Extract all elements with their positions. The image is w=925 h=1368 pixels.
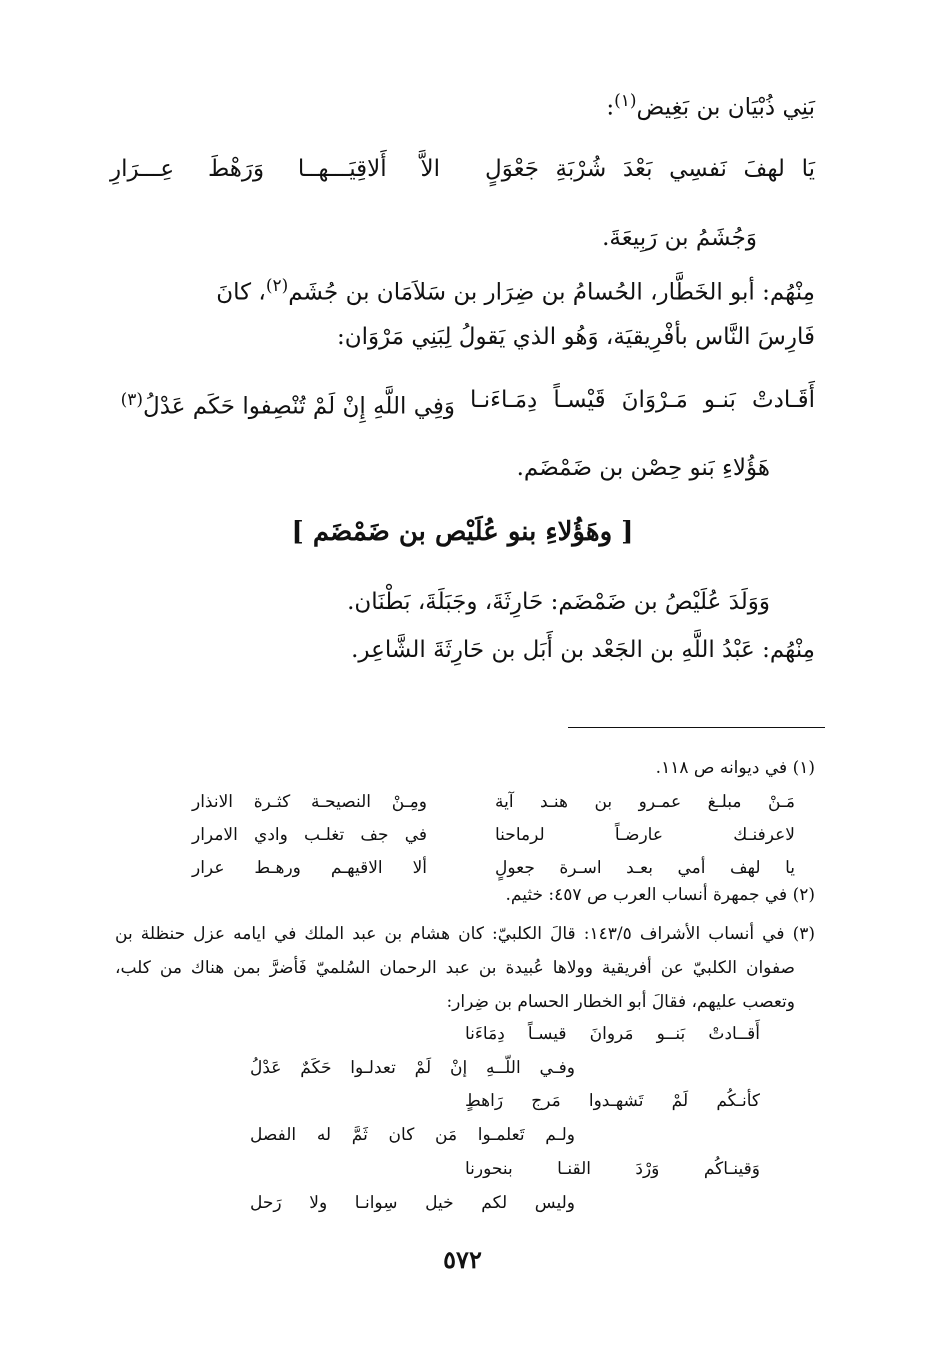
line4-text: مِنْهُم: أبو الخَطَّار، الحُسامُ بن ضِرَار بن سَلاَمَان بن جُشَم — [288, 279, 815, 306]
text-line: وَجُشَمُ بن رَبِيعَةَ. — [602, 225, 757, 251]
fn3-verse1-a: أَقــادتْ بَنــو مَروانَ قيسـاً دِمَاءَنا — [465, 1024, 760, 1044]
text-line — [606, 84, 815, 125]
text-line: مِنْهُم: عَبْدُ اللَّهِ بن الجَعْد بن أَبَل بن حَارِثَةَ الشَّاعِر. — [351, 637, 815, 663]
verse1-second-hemistich: الاَّ أَلاقِيَـــهــا وَرَهْطَ عِـــرَارِ — [110, 156, 440, 182]
verse2-second-text: وَفِي اللَّهِ إِنْ لَمْ تُنْصِفوا حَكَم عَدْلُ — [142, 393, 455, 420]
line1-text: بَنِي ذُبْيَان بن بَغِيض — [636, 94, 815, 121]
line4-end: ، كانَ — [216, 279, 266, 306]
fn3-verse3-b: وليس لكم خيل سِوانـا ولا رَحل — [250, 1193, 575, 1213]
footnote-2: (٢) في جمهرة أنساب العرب ص ٤٥٧: خثيم. — [505, 885, 815, 905]
footnote-divider — [568, 727, 825, 728]
footnote-1: (١) في ديوانه ص ١١٨. — [655, 758, 815, 778]
fn1-verse3-a: يا لهف أمي بعـد اسـرة جعولٍ — [495, 858, 795, 878]
footnote-3-line1: (٣) في أنساب الأشراف ١٤٣/٥: قالَ الكلبيّ: كان هشام بن عبد الملك في ايامه عزل حنظلة بن — [115, 924, 815, 944]
footnote-3-line2: صفوان الكلبيّ عن أفريقية وولاها عُبيدة بن عبد الرحمان السُلميّ فَأضرَّ بمن هناك من كلب، — [115, 958, 795, 978]
fn1-verse2-a: لاعرفنـك عارضـاً لرماحنا — [495, 825, 795, 845]
footnote-3-line3: وتعصب عليهم، فقالَ أبو الخطار الحسام بن ضِرار: — [446, 992, 795, 1012]
text-line — [216, 269, 815, 310]
fn3-verse2-a: كأنـكُم لَمْ تَشهـدوا مَرج رَاهطٍ — [465, 1091, 760, 1111]
fn1-verse1-b: ومِـنْ النصيحـة كثـرة الانذار — [192, 792, 427, 812]
page-number: ٥٧٢ — [443, 1245, 482, 1274]
fn3-verse1-b: وفـي اللّــهِ إنْ لَمْ تعدلـوا حَكَمٌ عَدْلُ — [250, 1058, 575, 1078]
footnote-ref: (١) — [614, 91, 637, 111]
text-line: هَؤُلاءِ بَنو حِصْن بن ضَمْضَم. — [516, 455, 770, 481]
verse2-first-hemistich: أَقَـادتْ بَنـو مَـرْوَانَ قَيْسـاً دِمَـاءَنـا — [470, 387, 815, 413]
verse1-first-hemistich: يَا لهفَ نَفسِي بَعْدَ شُرْبَةِ جَعْوَلٍ — [485, 156, 815, 182]
verse2-second-hemistich — [121, 383, 455, 424]
text-line: فَارِسَ النَّاس بأفْرِيقيَة، وَهُو الذي يَقولُ لِبَنِي مَرْوَان: — [336, 324, 815, 350]
fn1-verse3-b: ألا الاقيهـم ورهـط عرار — [192, 858, 427, 878]
line1-end: : — [606, 94, 615, 121]
section-heading: [ وهَؤُلاءِ بنو عُلَيْص بن ضَمْضَم ] — [291, 517, 634, 547]
fn1-verse2-b: في جف تغلـب وادي الامرار — [192, 825, 427, 845]
fn3-verse3-a: وَقينـاكُم وَرْدَ القنـا بنحورنا — [465, 1159, 760, 1179]
fn1-verse1-a: مَـنْ مبلـغ عمـرو بن هنـد آية — [495, 792, 795, 812]
text-line: وَوَلَدَ عُلَيْصُ بن ضَمْضَم: حَارِثَةَ، وجَبَلَةَ، بَطْنَان. — [347, 589, 770, 615]
footnote-ref: (٣) — [120, 390, 143, 410]
fn3-verse2-b: ولـم تَعلمـوا مَن كان ثَمَّ له الفصل — [250, 1125, 575, 1145]
footnote-ref: (٢) — [265, 276, 289, 296]
